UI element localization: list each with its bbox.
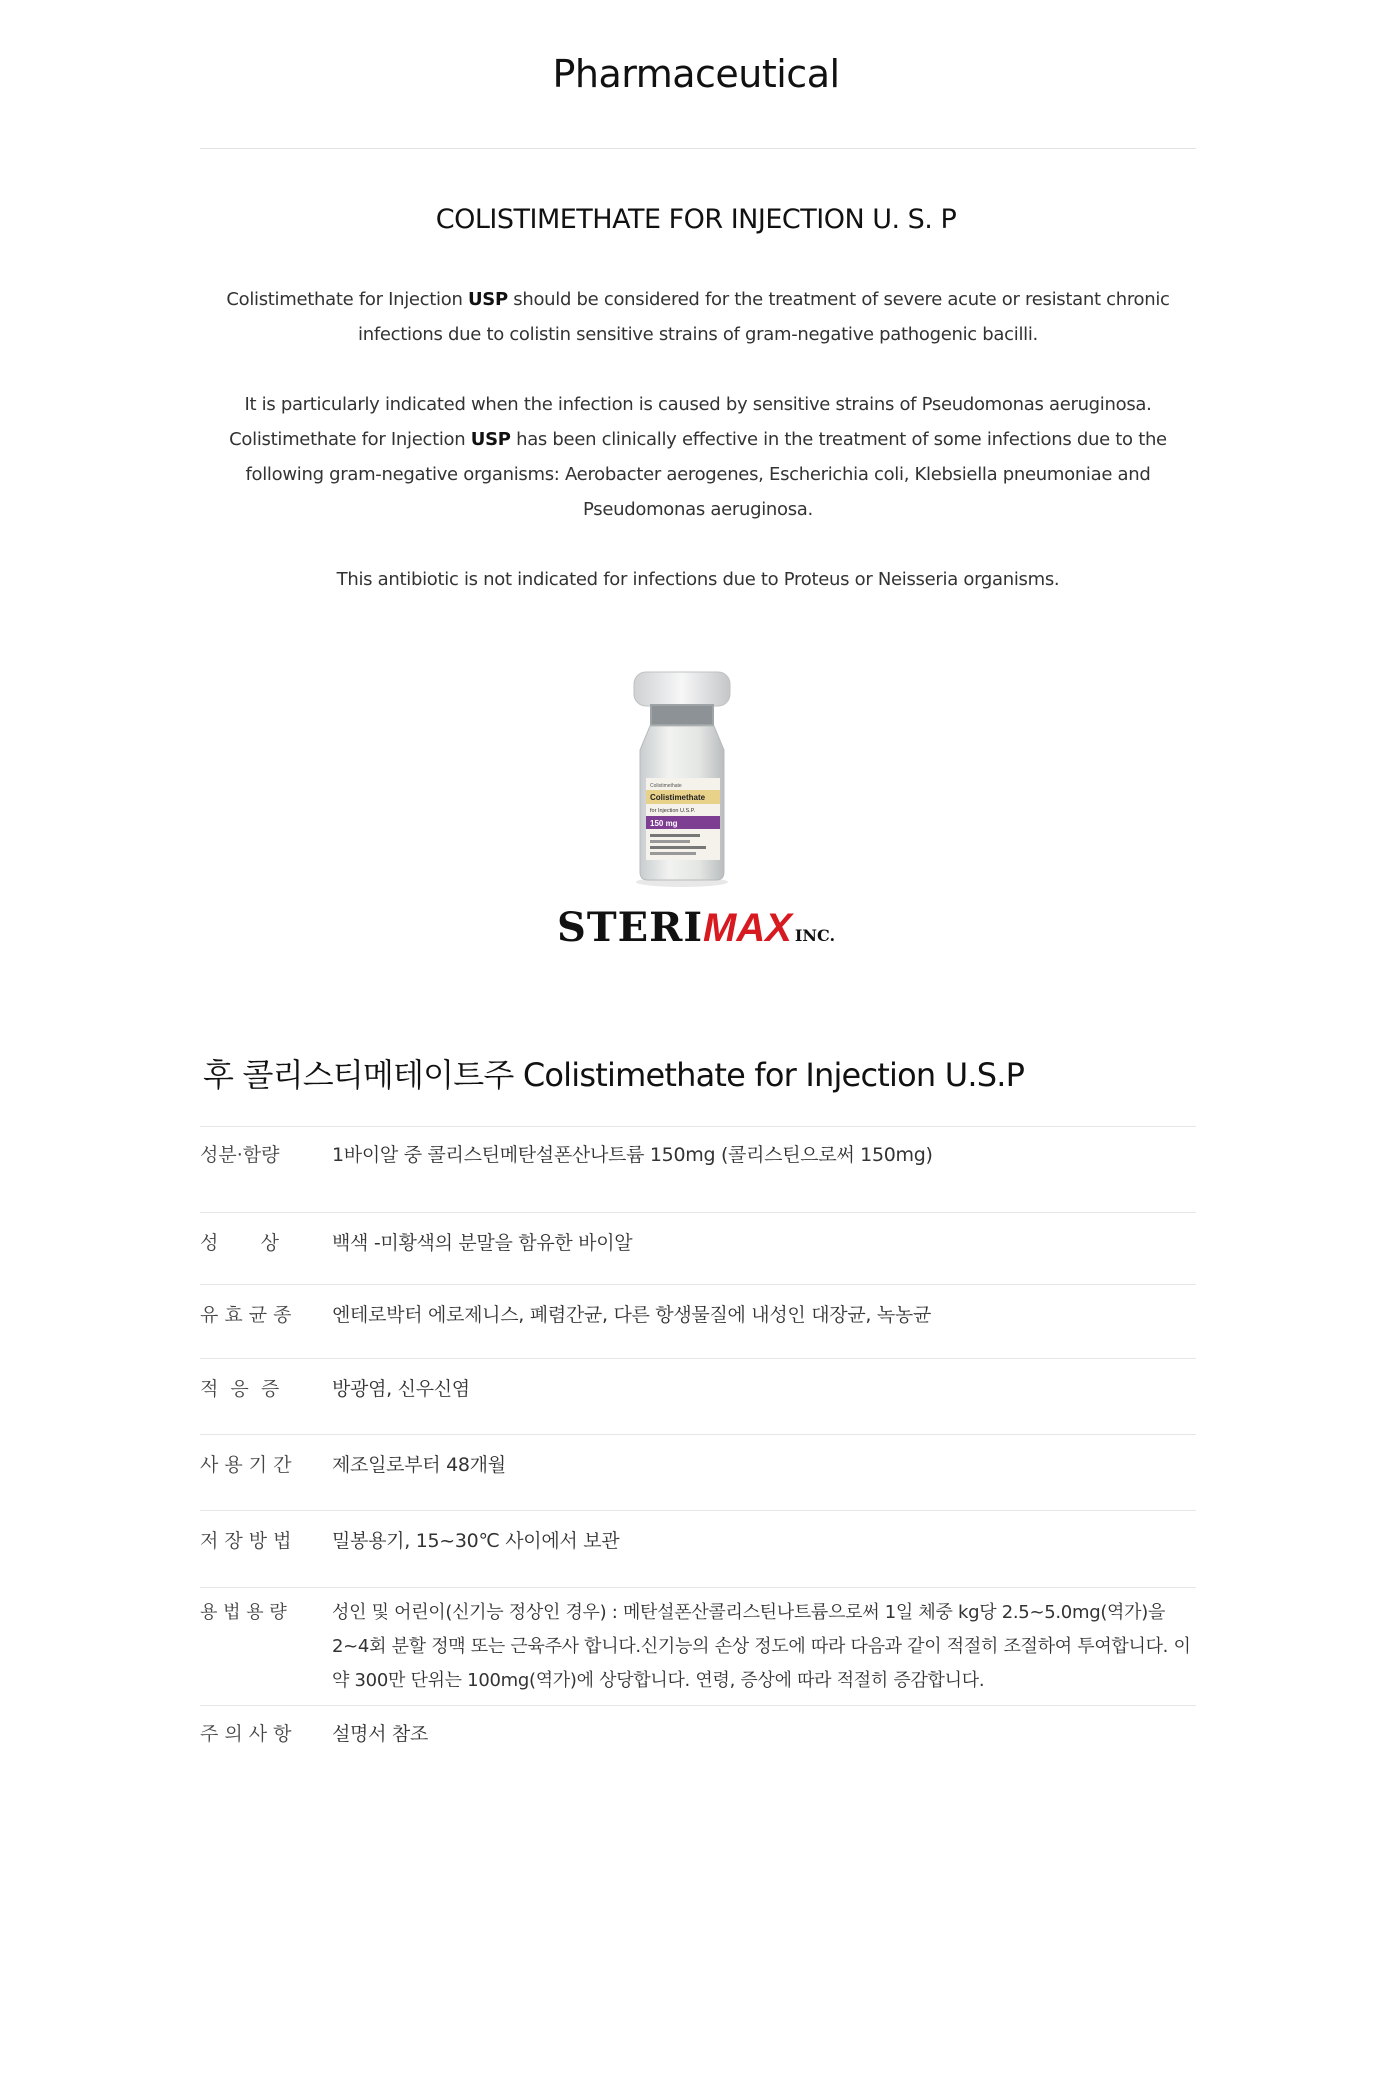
description-paragraph-2: It is particularly indicated when the infection is caused by sensitive strains of Pseudomonas aeruginosa. Colistimethate for Injection USP has been clinically effective in the treatment of some infections due to the following gram-negative organisms: Aerobacter aerogenes, Escherichia coli, Klebsiella pneumoniae and Pseudomonas aeruginosa. <box>229 394 1167 520</box>
info-label: 용 법 용 량 <box>200 1602 287 1623</box>
vial-dose-text: 150 mg <box>650 819 678 828</box>
info-value: 설명서 참조 <box>332 1723 429 1745</box>
sterimax-logo <box>0 904 1392 951</box>
product-heading: COLISTIMETHATE FOR INJECTION U. S. P <box>435 204 957 235</box>
product-info-table <box>200 1126 1196 1766</box>
info-row-dosage <box>200 1588 1196 1706</box>
info-row-storage <box>200 1511 1196 1588</box>
vial-sub-text: for Injection U.S.P. <box>650 808 696 814</box>
info-row-effective-strains <box>200 1285 1196 1359</box>
info-label: 주 의 사 항 <box>200 1723 292 1745</box>
title-divider <box>200 148 1196 149</box>
logo-part-max: MAX <box>703 906 792 950</box>
korean-product-title: 후 콜리스티메테이트주 Colistimethate for Injection U.S.P <box>203 1056 1025 1094</box>
info-row-ingredients <box>200 1127 1196 1213</box>
logo-part-inc: INC. <box>794 926 836 945</box>
info-label: 사 용 기 간 <box>200 1454 292 1476</box>
info-value: 성인 및 어린이(신기능 정상인 경우) : 메탄설폰산콜리스틴나트륨으로써 1일 체중 kg당 2.5~5.0mg(역가)을 2~4회 분할 정맥 또는 근육주사 합니다.신기능의 손상 정도에 따라 다음과 같이 적절히 조절하여 투여합니다. 이 약 300만 단위는 100mg(역가)에 상당합니다. 연령, 증상에 따라 적절히 증감합니다. <box>332 1602 1191 1691</box>
info-label: 성분·함량 <box>200 1144 280 1166</box>
vial-brand-text: Colistimethate <box>650 793 706 802</box>
description-paragraph-3: This antibiotic is not indicated for infections due to Proteus or Neisseria organisms. <box>336 569 1060 590</box>
info-value: 제조일로부터 48개월 <box>332 1454 506 1476</box>
info-value: 백색 -미황색의 분말을 함유한 바이알 <box>332 1232 633 1254</box>
info-row-precautions <box>200 1706 1196 1766</box>
svg-text:Colistimethate: Colistimethate <box>650 783 682 789</box>
logo-part-steri: STERI <box>556 904 704 951</box>
info-label: 성 상 <box>200 1232 279 1254</box>
product-description <box>200 282 1196 632</box>
info-row-shelf-life <box>200 1435 1196 1511</box>
info-label: 저 장 방 법 <box>200 1530 292 1552</box>
info-value: 엔테로박터 에로제니스, 폐렴간균, 다른 항생물질에 내성인 대장균, 녹농균 <box>332 1304 932 1326</box>
info-label: 적 응 증 <box>200 1378 280 1400</box>
info-row-indications <box>200 1359 1196 1435</box>
info-value: 1바이알 중 콜리스틴메탄설폰산나트륨 150mg (콜리스틴으로써 150mg) <box>332 1144 933 1166</box>
info-row-appearance <box>200 1213 1196 1285</box>
page-title: Pharmaceutical <box>552 52 840 96</box>
info-value: 방광염, 신우신염 <box>332 1378 470 1400</box>
info-label: 유 효 균 종 <box>200 1304 292 1326</box>
product-vial-image <box>628 668 736 888</box>
description-paragraph-1: Colistimethate for Injection USP should be considered for the treatment of severe acute or resistant chronic infections due to colistin sensitive strains of gram-negative pathogenic bacilli. <box>226 289 1170 345</box>
info-value: 밀봉용기, 15~30℃ 사이에서 보관 <box>332 1530 620 1552</box>
